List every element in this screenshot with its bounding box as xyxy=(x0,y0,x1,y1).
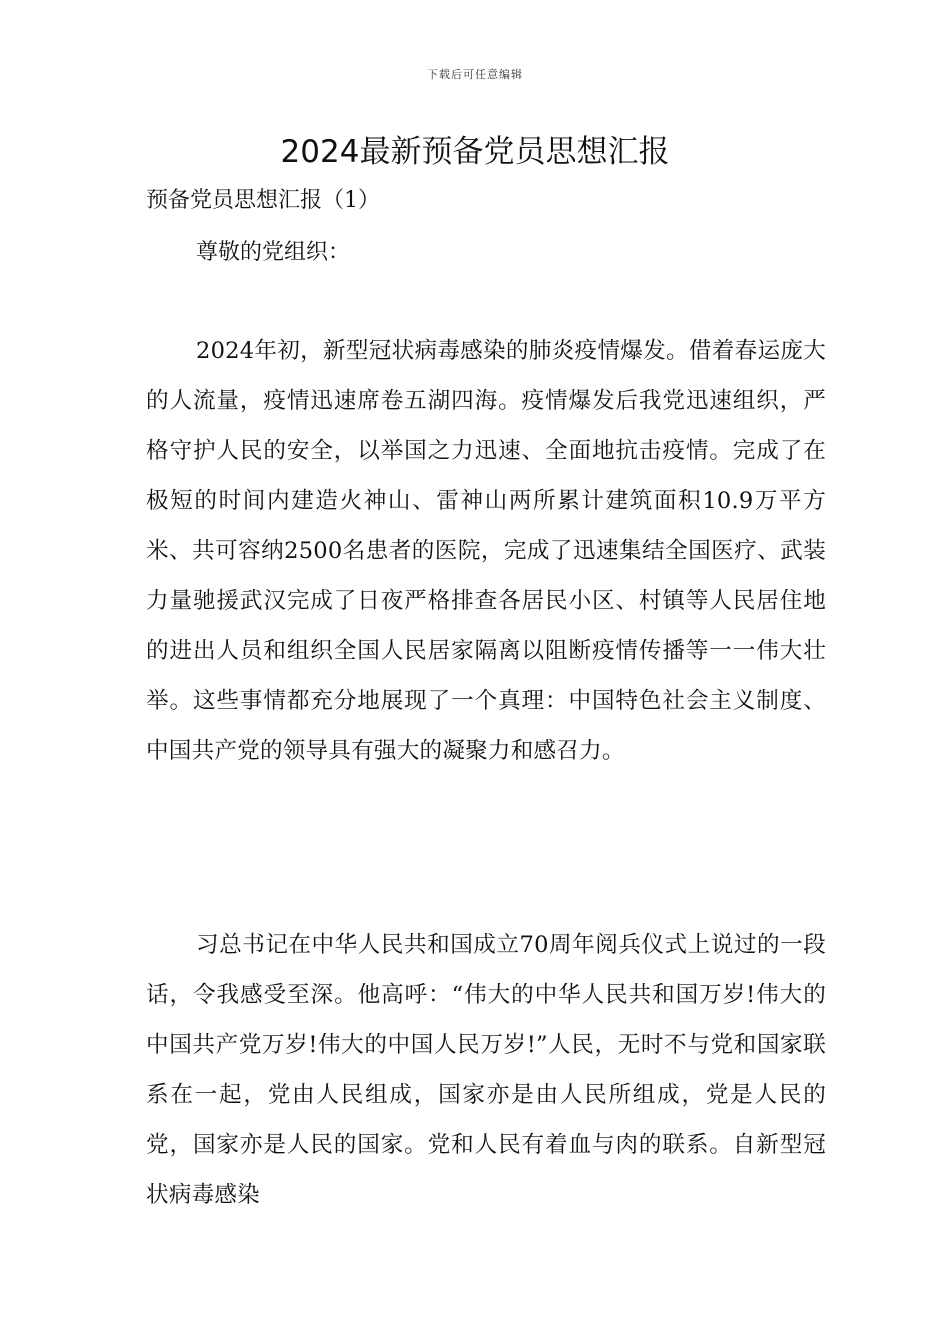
body-paragraph: 习总书记在中华人民共和国成立70周年阅兵仪式上说过的一段话，令我感受至深。他高呼：“伟大的中华人民共和国万岁!伟大的中国共产党万岁!伟大的中国人民万岁!”人民，无时不与党和国家联系在一起，党由人民组成，国家亦是由人民所组成，党是人民的党，国家亦是人民的国家。党和人民有着血与肉的联系。自新型冠状病毒感染 xyxy=(146,932,826,1208)
header-note: 下载后可任意编辑 xyxy=(427,68,523,81)
document-title: 2024最新预备党员思想汇报 xyxy=(280,134,670,170)
section-title: 预备党员思想汇报（1） xyxy=(146,188,380,213)
salutation: 尊敬的党组织： xyxy=(196,240,351,265)
body-paragraph: 2024年初，新型冠状病毒感染的肺炎疫情爆发。借着春运庞大的人流量，疫情迅速席卷五湖四海。疫情爆发后我党迅速组织，严格守护人民的安全，以举国之力迅速、全面地抗击疫情。完成了在极短的时间内建造火神山、雷神山两所累计建筑面积10.9万平方米、共可容纳2500名患者的医院，完成了迅速集结全国医疗、武装力量驰援武汉完成了日夜严格排查各居民小区、村镇等人民居住地的进出人员和组织全国人民居家隔离以阻断疫情传播等一一伟大壮举。这些事情都充分地展现了一个真理：中国特色社会主义制度、中国共产党的领导具有强大的凝聚力和感召力。 xyxy=(146,338,826,764)
